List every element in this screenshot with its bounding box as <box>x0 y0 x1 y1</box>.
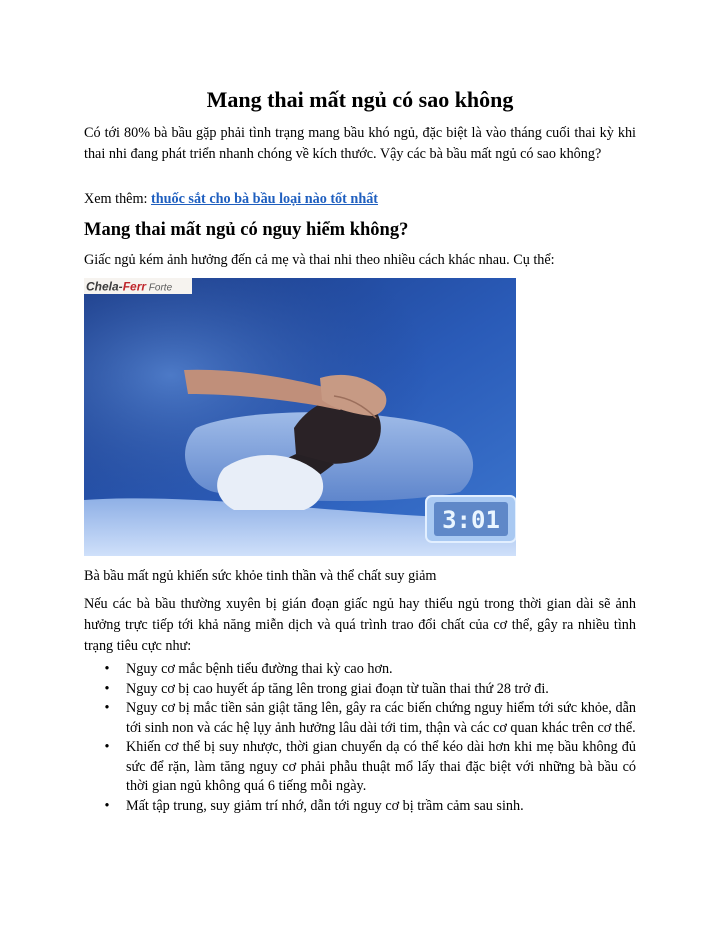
article-photo <box>84 278 516 556</box>
section-heading: Mang thai mất ngủ có nguy hiểm không? <box>84 220 409 240</box>
see-also-prefix: Xem thêm: <box>84 191 151 207</box>
clock-digits: 3:01 <box>442 506 500 534</box>
bullet-dot: • <box>104 661 110 677</box>
bullet-dot: • <box>104 680 110 697</box>
bullet-dot: • <box>104 700 110 716</box>
intro-paragraph: Có tới 80% bà bầu gặp phải tình trạng mang bầu khó ngủ, đặc biệt là vào tháng cuối thai kỳ khi thai nhi đang phát triển nhanh chóng về kích thước. Vậy các bà bầu mất ngủ có sao không? <box>84 125 636 162</box>
photo-caption: Bà bầu mất ngủ khiến sức khỏe tinh thần và thể chất suy giảm <box>84 568 437 584</box>
see-also-line <box>84 189 636 210</box>
risk-list <box>84 660 636 816</box>
see-also-link[interactable]: thuốc sắt cho bà bầu loại nào tốt nhất <box>150 191 379 207</box>
body-paragraph: Nếu các bà bầu thường xuyên bị gián đoạn giấc ngủ hay thiếu ngủ trong thời gian dài sẽ ảnh hưởng trực tiếp tới khả năng miễn dịch và quá trình trao đổi chất của cơ thể, gây ra nhiều tình trạng tiêu cực như: <box>84 596 636 654</box>
list-item: • Nguy cơ bị cao huyết áp tăng lên trong giai đoạn từ tuần thai thứ 28 trở đi. <box>84 680 636 700</box>
list-item: • Nguy cơ bị mắc tiền sản giật tăng lên, gây ra các biến chứng nguy hiểm tới sức khỏe, dẫn tới sinh non và các hệ lụy ảnh hưởng lâu dài tới tim, thận và các cơ quan khác trên cơ thể. <box>84 699 636 738</box>
list-item: • Mất tập trung, suy giảm trí nhớ, dẫn tới nguy cơ bị trầm cảm sau sinh. <box>84 797 636 817</box>
page-title: Mang thai mất ngủ có sao không <box>206 87 514 112</box>
section-lead: Giấc ngủ kém ảnh hưởng đến cả mẹ và thai nhi theo nhiều cách khác nhau. Cụ thể: <box>84 252 555 268</box>
bullet-dot: • <box>104 739 110 755</box>
list-item: • Khiến cơ thể bị suy nhược, thời gian chuyển dạ có thể kéo dài hơn khi mẹ bầu không đủ sức để rặn, làm tăng nguy cơ phải phẫu thuật mổ lấy thai đặc biệt với những bà bầu có thời gian ngủ không quá 6 tiếng mỗi ngày. <box>84 738 636 797</box>
bullet-dot: • <box>104 797 110 814</box>
logo-text: Chela-Ferr Forte <box>86 279 173 294</box>
list-item: • Nguy cơ mắc bệnh tiểu đường thai kỳ cao hơn. <box>84 660 636 680</box>
